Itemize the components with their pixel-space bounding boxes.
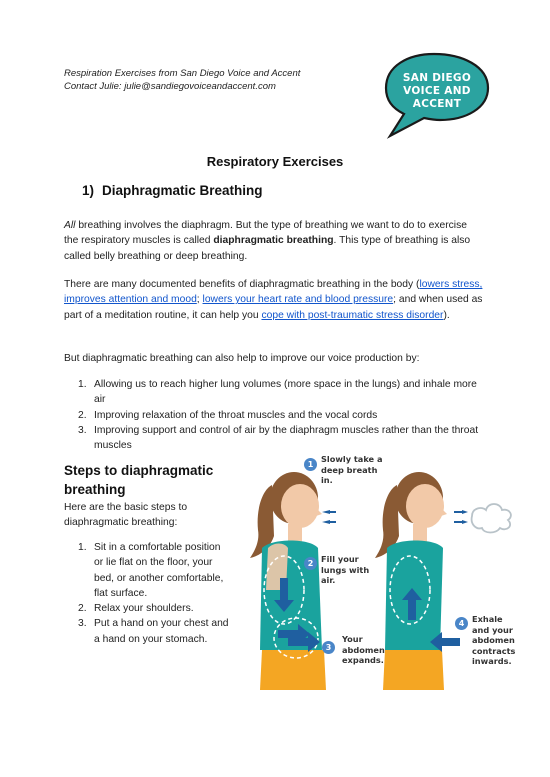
list-text: Improving relaxation of the throat muscles and the vocal cords — [94, 409, 378, 421]
breath-cloud-icon — [472, 504, 511, 533]
text-run: breathing involves the diaphragm. But the type of breathing we want to do to exercise the respiratory muscles is called — [64, 220, 467, 247]
list-text: Sit in a comfortable position or lie flat on the floor, your bed, or another comfortable, flat surface. — [94, 542, 224, 599]
label-step-1: Slowly take a deep breath in. — [321, 454, 383, 485]
section-number: 1) — [82, 183, 95, 198]
list-item — [64, 377, 484, 408]
text-run: There are many documented benefits of diaphragmatic breathing in the body ( — [64, 279, 420, 290]
step-badge-1: 1 — [304, 458, 317, 471]
step-badge-2: 2 — [304, 557, 317, 570]
list-text: Improving support and control of air by the diaphragm muscles rather than the throat muscles — [94, 424, 479, 452]
list-item — [64, 540, 230, 601]
steps-heading: Steps to diaphragmatic breathing — [64, 463, 214, 497]
list-item — [64, 601, 230, 616]
list-number: 1. — [78, 379, 87, 390]
list-number: 2. — [78, 409, 87, 421]
logo-line-1: SAN DIEGO — [402, 72, 472, 84]
list-text: Allowing us to reach higher lung volumes (more space in the lungs) and inhale more air — [94, 379, 477, 406]
text-run: . This type of breathing is also called belly breathing or deep breathing. — [64, 235, 471, 262]
italic-word: All — [64, 220, 76, 231]
steps-intro: Here are the basic steps to diaphragmatic breathing: — [64, 502, 188, 529]
list-text: Relax your shoulders. — [94, 603, 194, 615]
logo-line-2: VOICE AND — [403, 85, 471, 97]
list-text: Put a hand on your chest and a hand on your stomach. — [94, 618, 229, 645]
step-badge-4: 4 — [455, 617, 468, 630]
header-line-contact: Contact Julie: julie@sandiegovoiceandaccent.com — [64, 81, 276, 92]
logo — [384, 52, 494, 140]
text-run: ; — [196, 294, 203, 306]
list-item — [64, 616, 230, 647]
section-heading — [82, 183, 263, 198]
breathing-illustration — [232, 450, 522, 690]
step-badge-3: 3 — [322, 641, 335, 654]
header-line-title: Respiration Exercises from San Diego Voice and Accent — [64, 68, 301, 79]
page-title: Respiratory Exercises — [206, 154, 344, 169]
benefits-list — [64, 377, 484, 453]
list-number: 3. — [78, 618, 87, 630]
list-number: 2. — [78, 603, 87, 615]
paragraph-intro — [64, 218, 484, 264]
label-step-4: Exhale and your abdomen contracts inwards. — [472, 614, 516, 666]
list-number: 3. — [78, 424, 87, 436]
link-heart-rate[interactable]: lowers your heart rate and blood pressure — [202, 294, 394, 306]
label-step-3: Your abdomen expands. — [342, 634, 385, 665]
logo-line-3: ACCENT — [412, 98, 462, 110]
text-run: ; and when used as part of a meditation routine, it can help you — [64, 294, 483, 321]
list-number: 1. — [78, 542, 87, 553]
label-step-2: Fill your lungs with air. — [321, 554, 370, 585]
list-item — [64, 408, 484, 423]
link-ptsd[interactable]: cope with post-traumatic stress disorder — [261, 309, 444, 321]
paragraph-voice: But diaphragmatic breathing can also help to improve our voice production by: — [64, 353, 420, 364]
section-title: Diaphragmatic Breathing — [102, 183, 263, 198]
link-lowers-stress[interactable]: lowers stress, improves attention and mood — [64, 279, 483, 306]
paragraph-benefits — [64, 277, 484, 323]
steps-list — [64, 540, 230, 647]
bold-term: diaphragmatic breathing — [213, 235, 334, 247]
list-item — [64, 423, 484, 454]
text-run: ). — [443, 309, 450, 321]
